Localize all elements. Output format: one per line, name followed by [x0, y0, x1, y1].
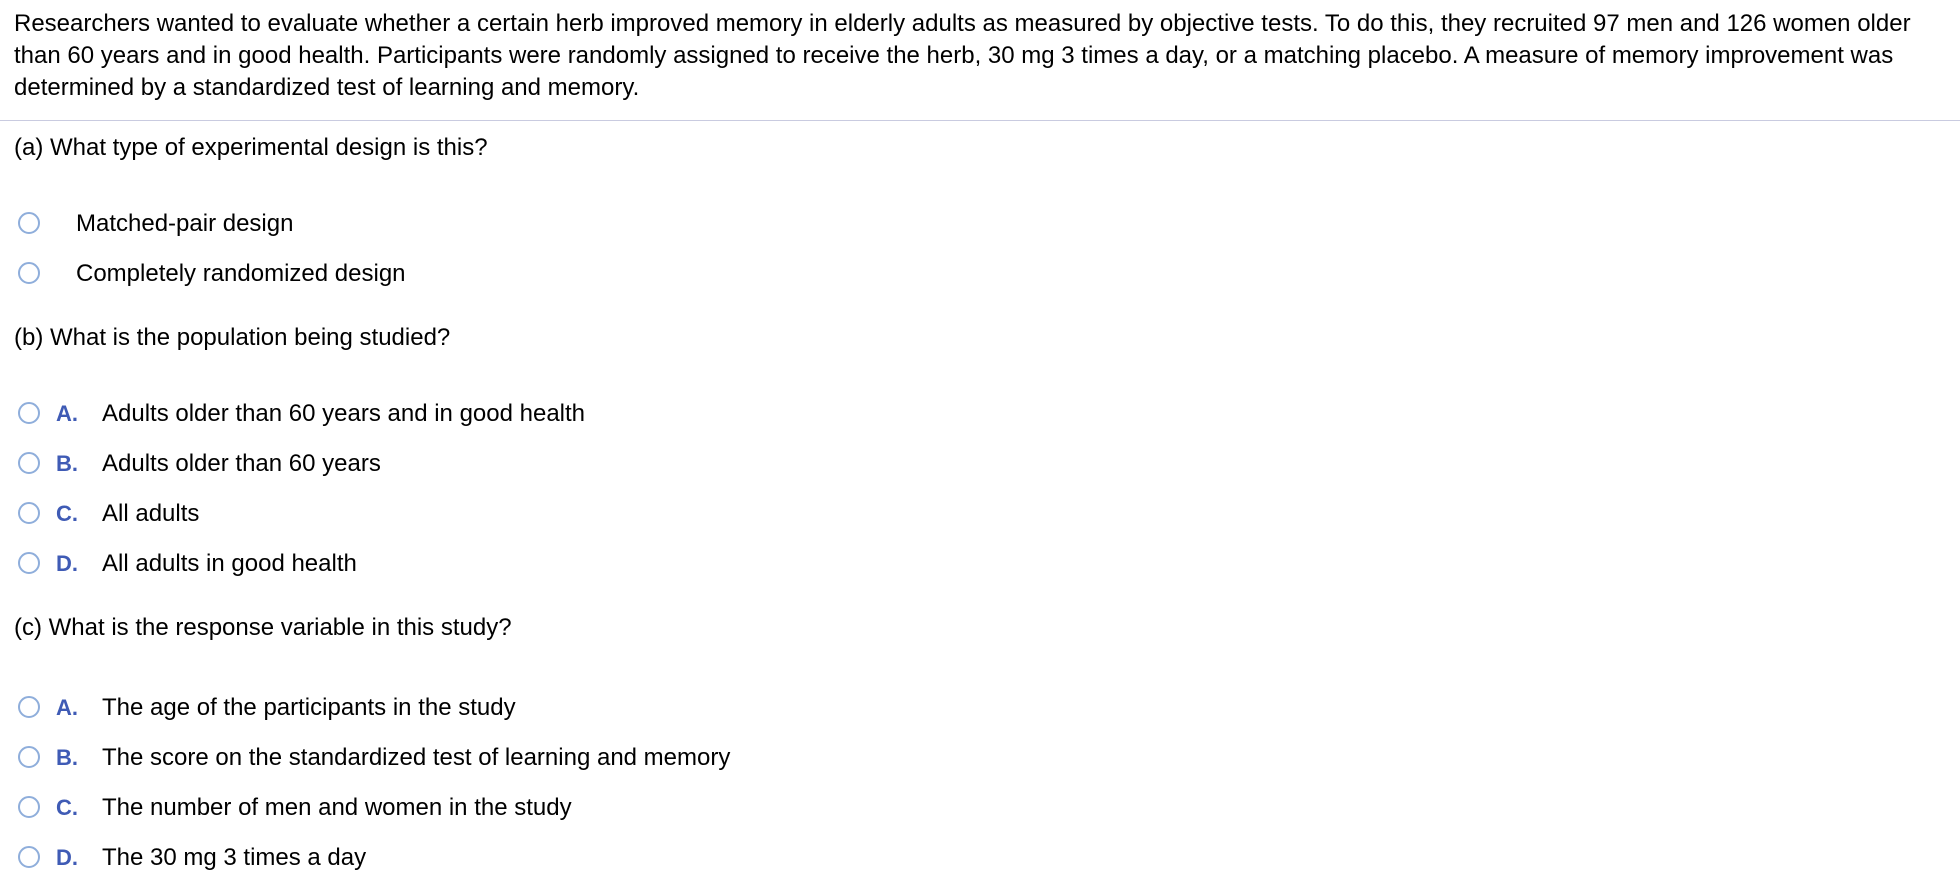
radio-button[interactable]	[18, 746, 40, 768]
section-divider	[0, 120, 1960, 121]
radio-button[interactable]	[18, 502, 40, 524]
option-c-c[interactable]	[0, 788, 630, 828]
option-label: The score on the standardized test of learning and memory	[102, 744, 731, 771]
radio-button[interactable]	[18, 846, 40, 868]
option-b-c[interactable]	[0, 494, 220, 534]
option-label: The number of men and women in the study	[102, 794, 572, 821]
option-label: The age of the participants in the study	[102, 694, 516, 721]
option-label: Matched-pair design	[76, 210, 294, 237]
option-letter: A.	[56, 695, 78, 720]
problem-statement: Researchers wanted to evaluate whether a certain herb improved memory in elderly adults as measured by objective tests. To do this, they recruited 97 men and 126 women older than 60 years and in good health. Participants were randomly assigned to receive the herb, 30 mg 3 times a day, or a matching placebo. A measure of memory improvement was determined by a standardized test of learning and memory.	[14, 10, 1911, 101]
question-c: (c) What is the response variable in this study?	[14, 614, 512, 641]
radio-button[interactable]	[18, 212, 40, 234]
option-letter: C.	[56, 501, 78, 526]
option-label: All adults in good health	[102, 550, 357, 577]
option-letter: B.	[56, 745, 78, 770]
option-letter: C.	[56, 795, 78, 820]
option-c-d[interactable]	[0, 838, 410, 878]
radio-button[interactable]	[18, 262, 40, 284]
option-label: All adults	[102, 500, 200, 527]
option-b-d[interactable]	[0, 544, 390, 584]
option-c-a[interactable]	[0, 688, 560, 728]
option-letter: D.	[56, 551, 78, 576]
option-c-b[interactable]	[0, 738, 800, 778]
radio-button[interactable]	[18, 796, 40, 818]
option-letter: D.	[56, 845, 78, 870]
option-a-completely-randomized[interactable]	[0, 254, 450, 294]
option-b-b[interactable]	[0, 444, 420, 484]
option-label: Adults older than 60 years and in good health	[102, 400, 586, 427]
option-a-matched-pair[interactable]	[0, 204, 340, 244]
question-b: (b) What is the population being studied?	[14, 324, 451, 351]
radio-button[interactable]	[18, 552, 40, 574]
radio-button[interactable]	[18, 452, 40, 474]
radio-button[interactable]	[18, 402, 40, 424]
option-label: Completely randomized design	[76, 260, 406, 287]
radio-button[interactable]	[18, 696, 40, 718]
option-letter: A.	[56, 401, 78, 426]
option-label: The 30 mg 3 times a day	[102, 844, 367, 871]
option-b-a[interactable]	[0, 394, 640, 434]
option-label: Adults older than 60 years	[102, 450, 381, 477]
question-a: (a) What type of experimental design is this?	[14, 134, 488, 161]
option-letter: B.	[56, 451, 78, 476]
